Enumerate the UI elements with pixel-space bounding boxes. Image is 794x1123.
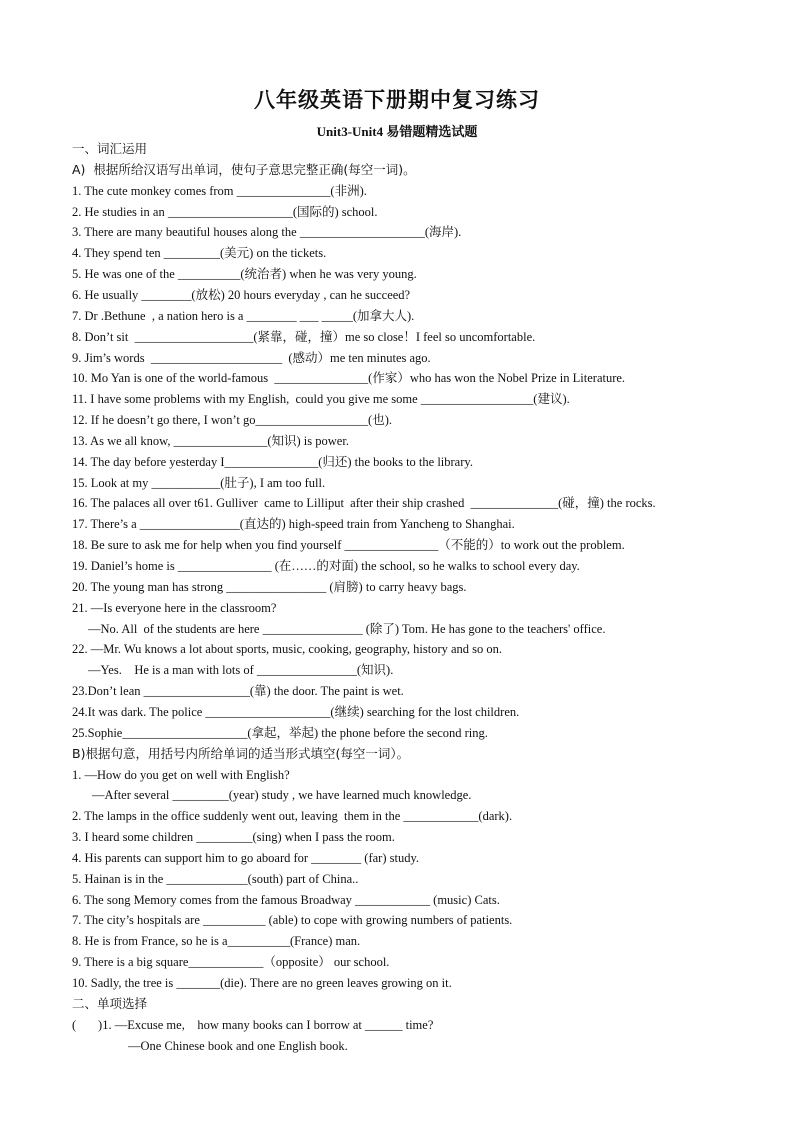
question-line: ( )1. —Excuse me, how many books can I borrow at ______ time? [72,1017,434,1032]
question-line: 12. If he doesn’t go there, I won’t go__________________(也). [72,413,392,428]
question-line: 7. Dr .Bethune , a nation hero is a ________ ___ _____(加拿大人). [72,308,415,323]
question-line: —Yes. He is a man with lots of ________________(知识). [88,663,394,678]
page-title: 八年级英语下册期中复习练习 [254,87,540,112]
question-line: 8. Don’t sit ___________________(紧靠，碰，撞）me so close！I feel so uncomfortable. [72,329,536,344]
question-line: 21. —Is everyone here in the classroom? [72,600,277,615]
question-line: 7. The city’s hospitals are __________ (able) to cope with growing numbers of patients. [72,913,513,928]
question-line: 18. Be sure to ask me for help when you find yourself _______________（不能的）to work out the problem. [72,538,625,553]
page-subtitle: Unit3-Unit4 易错题精选试题 [316,124,478,139]
section-heading: 二、单项选择 [72,995,148,1011]
question-line: 8. He is from France, so he is a__________(France) man. [72,934,361,949]
question-line: 24.It was dark. The police ____________________(继续) searching for the lost children. [72,704,520,719]
question-line: —No. All of the students are here ________________ (除了) Tom. He has gone to the teachers' office. [88,621,606,636]
question-line: 25.Sophie____________________(拿起，举起) the phone before the second ring. [72,725,488,740]
question-line: 17. There’s a ________________(直达的) high-speed train from Yancheng to Shanghai. [72,517,515,532]
question-line: 13. As we all know, _______________(知识) is power. [72,433,349,448]
question-line: 4. His parents can support him to go aboard for ________ (far) study. [72,850,420,865]
question-line: 20. The young man has strong ________________ (肩膀) to carry heavy bags. [72,579,467,594]
question-line: 9. Jim’s words _____________________ (感动）me ten minutes ago. [72,350,431,365]
question-line: 9. There is a big square____________（opposite） our school. [72,955,390,970]
question-line: 1. —How do you get on well with English? [72,767,290,782]
question-line: 10. Mo Yan is one of the world-famous _______________(作家）who has won the Nobel Prize in Literature. [72,371,626,386]
question-line: 5. He was one of the __________(统治者) when he was very young. [72,267,417,282]
section-heading: B)根据句意，用括号内所给单词的适当形式填空(每空一词）。 [72,745,410,761]
question-line: 11. I have some problems with my English, could you give me some __________________(建议). [72,392,570,407]
question-line: 6. The song Memory comes from the famous Broadway ____________ (music) Cats. [72,892,500,907]
question-line: 16. The palaces all over t61. Gulliver came to Lilliput after their ship crashed ______________(碰，撞) the rocks. [72,496,656,511]
question-line: 19. Daniel’s home is _______________ (在……的对面) the school, so he walks to school every day. [72,559,580,573]
question-line: 1. The cute monkey comes from _______________(非洲). [72,183,367,198]
section-heading: A) 根据所给汉语写出单词，使句子意思完整正确(每空一词)。 [72,161,416,177]
question-line: 15. Look at my ___________(肚子), I am too full. [72,475,326,490]
question-line: 6. He usually ________(放松) 20 hours everyday , can he succeed? [72,287,411,302]
question-line: —After several _________(year) study , we have learned much knowledge. [92,788,472,803]
question-line: 10. Sadly, the tree is _______(die). There are no green leaves growing on it. [72,976,452,990]
question-line: 2. The lamps in the office suddenly went out, leaving them in the ____________(dark). [72,809,513,824]
question-line: 3. There are many beautiful houses along the ____________________(海岸). [72,225,462,240]
question-line: 23.Don’t lean _________________(靠) the door. The paint is wet. [72,684,404,699]
question-line: 4. They spend ten _________(美元) on the tickets. [72,246,327,261]
question-line: 22. —Mr. Wu knows a lot about sports, music, cooking, geography, history and so on. [72,642,503,657]
question-line: 2. He studies in an ____________________(国际的) school. [72,204,378,219]
section-heading: 一、词汇运用 [72,141,148,156]
question-line: 14. The day before yesterday I_______________(归还) the books to the library. [72,454,473,469]
question-line: —One Chinese book and one English book. [128,1038,348,1053]
question-line: 3. I heard some children _________(sing) when I pass the room. [72,830,395,845]
question-line: 5. Hainan is in the _____________(south) part of China.. [72,871,359,886]
